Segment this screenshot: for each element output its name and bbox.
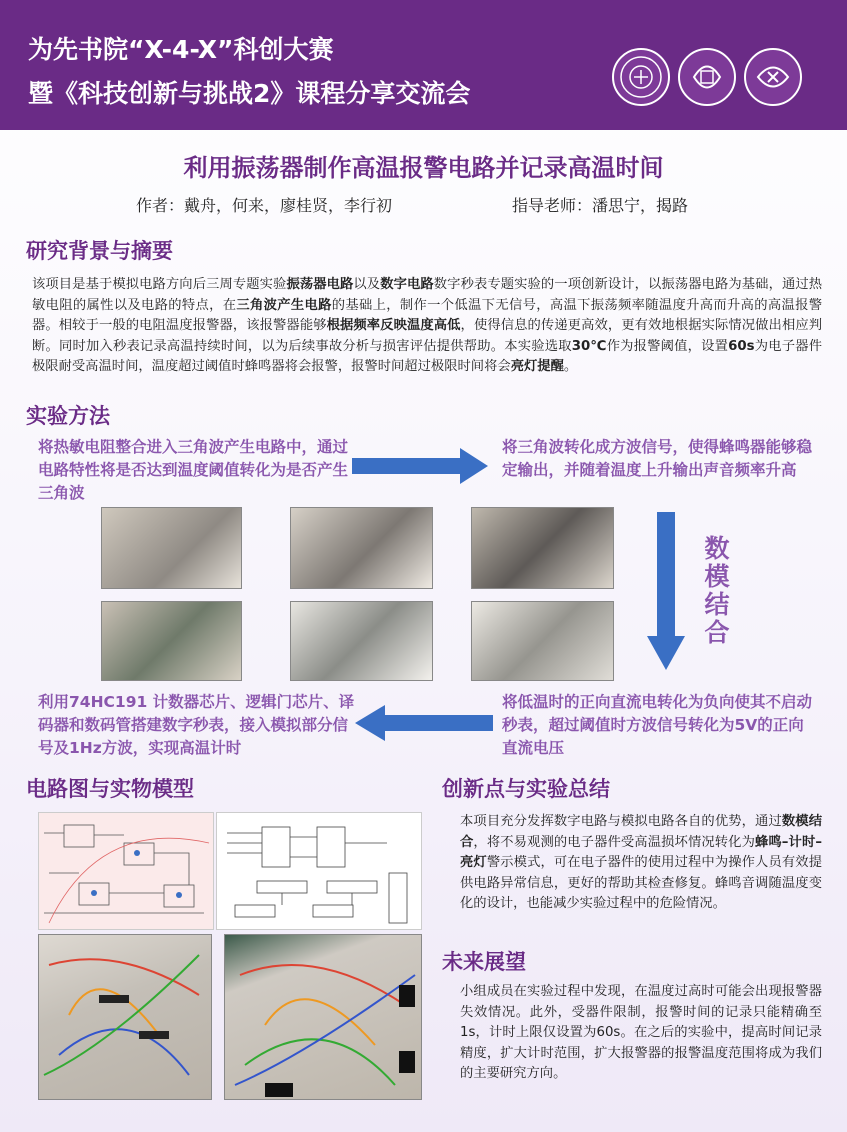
section-heading-background: 研究背景与摘要: [26, 239, 173, 263]
section-heading-innovation: 创新点与实验总结: [442, 777, 610, 801]
banner-line-1: 为先书院“X-4-X”科创大赛: [28, 35, 334, 64]
college-emblem-icon: [678, 48, 736, 106]
poster-title: 利用振荡器制作高温报警电路并记录高温时间: [183, 154, 664, 182]
experiment-photo-4: [101, 601, 242, 681]
experiment-photo-1: [101, 507, 242, 589]
arrow-left-icon: [353, 703, 495, 743]
analog-schematic: [38, 812, 214, 930]
digital-schematic: [216, 812, 422, 930]
background-paragraph: 该项目是基于模拟电路方向后三周专题实验振荡器电路以及数字电路数字秒表专题实验的一项创新设计，以振荡器电路为基础，通过热敏电阻的属性以及电路的特点，在三角波产生电路的基础上，制作一个低温下无信号，高温下振荡频率随温度升高而升高的高温报警器。相较于一般的电阻温度报警器，该报警器能够根据频率反映温度高低，使得信息的传递更高效，更有效地根据实际情况做出相应判断。同时加入秒表记录高温持续时间，以为后续事故分析与损害评估提供帮助。本实验选取30℃作为报警阈值，设置60s为电子器件极限耐受高温时间，温度超过阈值时蜂鸣器将会报警，报警时间超过极限时间将会亮灯提醒。: [32, 277, 823, 375]
advisors: 指导老师：潘思宁，揭路: [512, 196, 689, 215]
shumo-vertical-char-3: 结: [704, 590, 730, 619]
shumo-vertical-char-1: 数: [704, 534, 730, 563]
header-banner: [0, 0, 847, 130]
experiment-photo-6: [471, 601, 614, 681]
breadboard-photo-2: [224, 934, 422, 1100]
shumo-vertical-char-2: 模: [704, 562, 730, 591]
authors: 作者：戴舟，何来，廖桂贤，李行初: [136, 196, 393, 215]
future-paragraph: 小组成员在实验过程中发现，在温度过高时可能会出现报警器失效情况。此外，受器件限制，报警时间的记录只能精确至1s，计时上限仅设置为60s。在之后的实验中，提高时间记录精度，扩大计时范围，扩大报警器的报警温度范围将成为我们的主要研究方向。: [460, 984, 822, 1082]
arrow-down-icon: [646, 512, 686, 672]
section-heading-circuit: 电路图与实物模型: [26, 777, 194, 801]
experiment-photo-2: [290, 507, 433, 589]
method-step-4: 利用74HC191 计数器芯片、逻辑门芯片、译码器和数码管搭建数字秒表，接入模拟部分信号及1Hz方波，实现高温计时: [38, 693, 355, 757]
arrow-right-icon: [352, 446, 490, 486]
experiment-photo-5: [290, 601, 433, 681]
shumo-vertical-char-4: 合: [704, 618, 730, 647]
section-heading-method: 实验方法: [26, 404, 110, 428]
method-step-1: 将热敏电阻整合进入三角波产生电路中，通过电路特性将是否达到温度阈值转化为是否产生三角波: [38, 438, 349, 502]
breadboard-photo-1: [38, 934, 212, 1100]
method-step-2: 将三角波转化成方波信号，使得蜂鸣器能够稳定输出，并随着温度上升输出声音频率升高: [502, 438, 813, 479]
university-seal-icon: [612, 48, 670, 106]
innovation-paragraph: 本项目充分发挥数字电路与模拟电路各自的优势，通过数模结合，将不易观测的电子器件受高温损坏情况转化为蜂鸣–计时–亮灯警示模式，可在电子器件的使用过程中为操作人员有效提供电路异常信息，更好的帮助其检查修复。蜂鸣音调随温度变化的设计，也能减少实验过程中的危险情况。: [460, 814, 823, 912]
section-heading-future: 未来展望: [442, 950, 526, 974]
experiment-photo-3: [471, 507, 614, 589]
course-emblem-icon: [744, 48, 802, 106]
banner-line-2: 暨《科技创新与挑战2》课程分享交流会: [28, 79, 471, 108]
method-step-3: 将低温时的正向直流电转化为负向使其不启动秒表，超过阈值时方波信号转化为5V的正向直流电压: [502, 693, 813, 757]
